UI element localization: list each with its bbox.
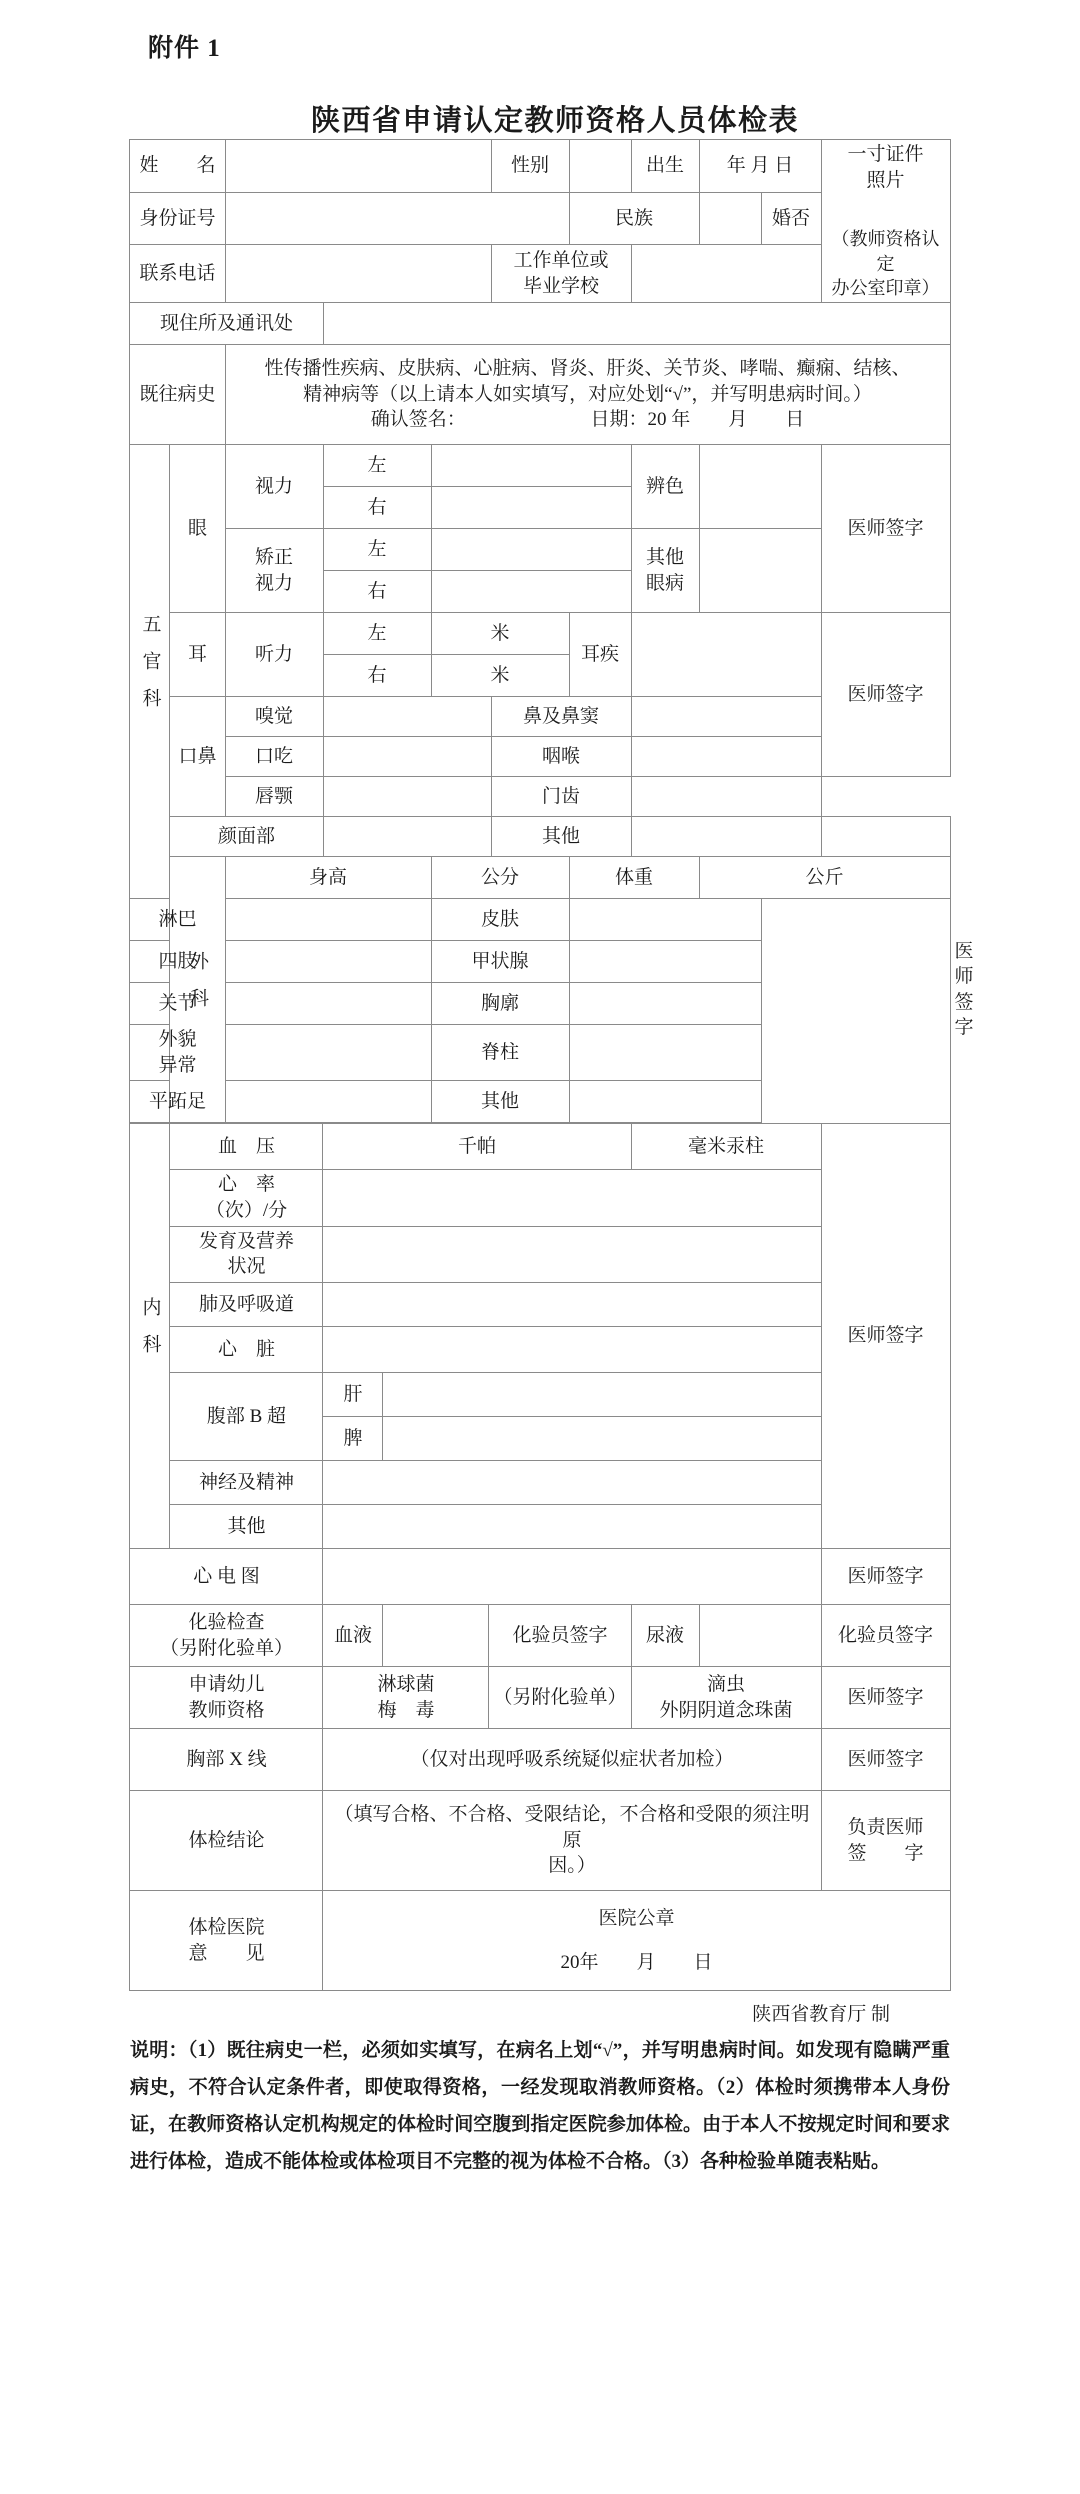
corrected-right-value[interactable] xyxy=(431,571,631,613)
section-label-ent xyxy=(130,445,170,899)
responsible-doctor-line1: 负责医师 xyxy=(847,1816,924,1838)
hospital-label-line2: 意 见 xyxy=(188,1942,265,1964)
section-label-surgery-text: 外科 xyxy=(186,950,208,1025)
hospital-seal-area[interactable] xyxy=(323,1891,950,1991)
hospital-seal-label: 医院公章 xyxy=(598,1907,675,1929)
table-row-hospital-opinion xyxy=(130,1891,950,1991)
table-row-medical-history xyxy=(130,345,950,445)
color-vision-label: 辨色 xyxy=(631,445,699,529)
document-page xyxy=(0,28,1080,2494)
table-row-flatfoot-other xyxy=(130,1081,950,1123)
kindergarten-line1: 申请幼儿 xyxy=(188,1673,265,1695)
table-row-conclusion xyxy=(130,1791,950,1891)
medical-form-table-1 xyxy=(129,139,974,1123)
photo-cell[interactable] xyxy=(821,140,950,303)
vision-right-value[interactable] xyxy=(431,487,631,529)
thyroid-value[interactable] xyxy=(569,941,761,983)
spine-label: 脊柱 xyxy=(431,1025,569,1081)
vision-left-value[interactable] xyxy=(431,445,631,487)
ecg-label: 心 电 图 xyxy=(130,1549,323,1605)
smell-label: 嗅觉 xyxy=(225,697,323,737)
kindergarten-attach-note: （另附化验单） xyxy=(489,1667,631,1729)
lab-label-line2: （另附化验单） xyxy=(159,1637,293,1659)
medical-history-line2: 精神病等（以上请本人如实填写，对应处划“√”，并写明患病时间。） xyxy=(303,383,872,405)
chest-xray-note: （仅对出现呼吸系统疑似症状者加检） xyxy=(323,1729,821,1791)
nose-sinus-value[interactable] xyxy=(631,697,821,737)
heart-value[interactable] xyxy=(323,1327,821,1373)
conclusion-note-line1: （填写合格、不合格、受限结论，不合格和受限的须注明原 xyxy=(334,1804,810,1851)
appearance-line2: 异常 xyxy=(158,1054,197,1076)
table-row-lab xyxy=(130,1605,950,1667)
height-unit[interactable]: 公分 xyxy=(431,857,569,899)
responsible-doctor-line2: 签 字 xyxy=(847,1842,924,1864)
birth-value[interactable]: 年 月 日 xyxy=(699,140,821,193)
syphilis-label: 梅 毒 xyxy=(377,1699,435,1721)
lung-value[interactable] xyxy=(323,1283,821,1327)
appearance-abnormal-label xyxy=(130,1025,225,1081)
ent-doctor-sign-3[interactable] xyxy=(821,817,950,857)
bp-unit-mmhg[interactable]: 毫米汞柱 xyxy=(631,1124,821,1170)
issuing-org: 陕西省教育厅 制 xyxy=(752,2004,890,2026)
trichomonas-line2: 外阴阴道念珠菌 xyxy=(659,1699,793,1721)
table-row-height-weight: 外科 身高 公分 体重 公斤 医师签字 xyxy=(130,857,950,899)
ear-disease-value[interactable] xyxy=(631,613,821,697)
thorax-value[interactable] xyxy=(569,983,761,1025)
joints-value[interactable] xyxy=(225,983,431,1025)
flatfoot-value[interactable] xyxy=(225,1081,431,1123)
corrected-vision-line2: 视力 xyxy=(254,572,293,594)
lip-jaw-label: 唇颚 xyxy=(225,777,323,817)
chest-xray-label: 胸部 X 线 xyxy=(130,1729,323,1791)
lip-jaw-value[interactable] xyxy=(323,777,491,817)
medical-history-date-suffix: 年 月 日 xyxy=(671,409,805,431)
medical-history-label: 既往病史 xyxy=(130,345,225,445)
vision-label: 视力 xyxy=(225,445,323,529)
ecg-doctor-sign[interactable]: 医师签字 xyxy=(821,1549,950,1605)
table-row-lymph-skin xyxy=(130,899,950,941)
nose-sinus-label: 鼻及鼻窦 xyxy=(491,697,631,737)
ear-disease-label: 耳疾 xyxy=(569,613,631,697)
phone-value[interactable] xyxy=(225,245,491,303)
trichomonas-line1: 滴虫 xyxy=(707,1673,746,1695)
nutrition-line1: 发育及营养 xyxy=(198,1230,294,1252)
thyroid-label: 甲状腺 xyxy=(431,941,569,983)
lab-technician-sign-right[interactable]: 化验员签字 xyxy=(821,1605,950,1667)
ethnicity-label: 民族 xyxy=(569,193,699,245)
internal-doctor-sign[interactable]: 医师签字 xyxy=(821,1124,950,1549)
spleen-label: 脾 xyxy=(323,1417,383,1461)
lymph-value[interactable] xyxy=(225,899,431,941)
phone-label: 联系电话 xyxy=(130,245,225,303)
conclusion-note[interactable] xyxy=(323,1791,821,1891)
hearing-label: 听力 xyxy=(225,613,323,697)
stutter-value[interactable] xyxy=(323,737,491,777)
medical-history-line1: 性传播性疾病、皮肤病、心脏病、肾炎、肝炎、关节炎、哮喘、癫痫、结核、 xyxy=(264,358,911,380)
smell-value[interactable] xyxy=(323,697,491,737)
photo-note-line1: （教师资格认定 xyxy=(831,229,940,274)
table-row-lip-jaw xyxy=(130,777,950,817)
heart-label: 心 脏 xyxy=(170,1327,323,1373)
urine-value[interactable] xyxy=(699,1605,821,1667)
height-label: 身高 xyxy=(225,857,431,899)
instructions-text: （1）既往病史一栏，必须如实填写，在病名上划“√”，并写明患病时间。如发现有隐瞒严重病史，不符合认定条件者，即使取得资格，一经发现取消教师资格。（2）体检时须携带本人身份证，在教师资格认定机构规定的体检时间空腹到指定医院参加体检。由于本人不按规定时间和要求进行体检，造成不能体检或体检项目不完整的视为体检不合格。（3）各种检验单随表粘贴。 xyxy=(130,2040,950,2173)
workplace-label-line1: 工作单位或 xyxy=(513,250,609,272)
face-label: 颜面部 xyxy=(170,817,323,857)
workplace-label-line2: 毕业学校 xyxy=(522,275,599,297)
id-label: 身份证号 xyxy=(130,193,225,245)
corrected-left-label: 左 xyxy=(323,529,431,571)
weight-label: 体重 xyxy=(569,857,699,899)
nutrition-line2: 状况 xyxy=(227,1256,266,1278)
liver-label: 肝 xyxy=(323,1373,383,1417)
medical-history-content[interactable] xyxy=(225,345,950,445)
table-row-kindergarten xyxy=(130,1667,950,1729)
trichomonas-label xyxy=(631,1667,821,1729)
neuro-value[interactable] xyxy=(323,1461,821,1505)
table-row-face xyxy=(130,817,950,857)
mouth-nose-label: 口鼻 xyxy=(170,697,225,817)
ecg-value[interactable] xyxy=(323,1549,821,1605)
neuro-label: 神经及精神 xyxy=(170,1461,323,1505)
table-row-hearing-left xyxy=(130,613,950,655)
photo-note-line2: 办公室印章） xyxy=(831,277,940,298)
section-label-internal xyxy=(130,1124,170,1549)
limbs-value[interactable] xyxy=(225,941,431,983)
lab-label xyxy=(130,1605,323,1667)
photo-label-line2: 照片 xyxy=(866,169,905,191)
corrected-left-value[interactable] xyxy=(431,529,631,571)
skin-value[interactable] xyxy=(569,899,761,941)
gender-label: 性别 xyxy=(491,140,569,193)
conclusion-note-line2: 因。） xyxy=(548,1855,596,1877)
nutrition-label xyxy=(170,1226,323,1282)
attachment-label: 附件 1 xyxy=(148,35,221,62)
color-vision-value[interactable] xyxy=(699,445,821,529)
corrected-vision-label xyxy=(225,529,323,613)
heart-rate-line2: （次）/分 xyxy=(205,1200,288,1222)
other-eye-disease-label xyxy=(631,529,699,613)
flatfoot-label: 平跖足 xyxy=(130,1081,225,1123)
responsible-doctor-sign[interactable] xyxy=(821,1791,950,1891)
section-label-ent-text: 五官科 xyxy=(139,614,161,726)
name-value[interactable] xyxy=(225,140,491,193)
id-value[interactable] xyxy=(225,193,569,245)
medical-history-date-label: 日期：20 xyxy=(590,409,667,431)
skin-label: 皮肤 xyxy=(431,899,569,941)
face-value[interactable] xyxy=(323,817,491,857)
ent-doctor-sign-2[interactable]: 医师签字 xyxy=(821,613,950,777)
nutrition-value[interactable] xyxy=(323,1226,821,1282)
ent-doctor-sign-1[interactable]: 医师签字 xyxy=(821,445,950,613)
bp-unit-kpa[interactable]: 千帕 xyxy=(323,1124,631,1170)
internal-other-label: 其他 xyxy=(170,1505,323,1549)
other-eye-line2: 眼病 xyxy=(645,572,684,594)
liver-value[interactable] xyxy=(383,1373,821,1417)
kindergarten-doctor-sign[interactable]: 医师签字 xyxy=(821,1667,950,1729)
appearance-line1: 外貌 xyxy=(158,1029,197,1051)
hearing-right-label: 右 xyxy=(323,655,431,697)
bp-label: 血 压 xyxy=(170,1124,323,1170)
address-label: 现住所及通讯处 xyxy=(130,303,323,345)
ear-label: 耳 xyxy=(170,613,225,697)
heart-rate-label xyxy=(170,1170,323,1226)
photo-label-line1: 一寸证件 xyxy=(847,144,924,165)
other-eye-disease-value[interactable] xyxy=(699,529,821,613)
hearing-right-unit[interactable]: 米 xyxy=(431,655,569,697)
weight-unit[interactable]: 公斤 xyxy=(699,857,950,899)
workplace-value[interactable] xyxy=(631,245,821,303)
internal-other-value[interactable] xyxy=(323,1505,821,1549)
throat-label: 咽喉 xyxy=(491,737,631,777)
birth-label: 出生 xyxy=(631,140,699,193)
table-row-chest-xray xyxy=(130,1729,950,1791)
medical-history-sign-row xyxy=(230,407,946,433)
throat-value[interactable] xyxy=(631,737,821,777)
appearance-value[interactable] xyxy=(225,1025,431,1081)
surgery-other-value[interactable] xyxy=(569,1081,761,1123)
kindergarten-line2: 教师资格 xyxy=(188,1699,265,1721)
hospital-date-prefix: 20 xyxy=(560,1951,580,1973)
urine-label: 尿液 xyxy=(631,1605,699,1667)
workplace-label xyxy=(491,245,631,303)
lymph-label: 淋巴 xyxy=(130,899,225,941)
limbs-label: 四肢 xyxy=(130,941,225,983)
marital-label: 婚否 xyxy=(761,193,821,245)
joints-label: 关节 xyxy=(130,983,225,1025)
confirm-signature-label: 确认签名： xyxy=(370,409,466,431)
table-row-vision-left xyxy=(130,445,950,487)
other-eye-line1: 其他 xyxy=(645,547,684,569)
hospital-date-suffix: 年 月 日 xyxy=(579,1951,713,1973)
instructions-title: 说明： xyxy=(130,2040,188,2062)
page-title: 陕西省申请认定教师资格人员体检表 xyxy=(310,105,799,137)
lab-label-line1: 化验检查 xyxy=(188,1611,265,1633)
gender-value[interactable] xyxy=(569,140,631,193)
medical-form-table-2 xyxy=(129,1123,950,1991)
lung-label: 肺及呼吸道 xyxy=(170,1283,323,1327)
table-row-limbs-thyroid xyxy=(130,941,950,983)
kindergarten-label xyxy=(130,1667,323,1729)
hospital-label-line1: 体检医院 xyxy=(188,1916,265,1938)
address-value[interactable] xyxy=(323,303,950,345)
hospital-date xyxy=(327,1950,945,1976)
gonorrhea-syphilis-label xyxy=(323,1667,489,1729)
instructions-block xyxy=(130,2032,950,2180)
surgery-other-label: 其他 xyxy=(431,1081,569,1123)
vision-right-label: 右 xyxy=(323,487,431,529)
eye-label: 眼 xyxy=(170,445,225,613)
spine-value[interactable] xyxy=(569,1025,761,1081)
chest-xray-doctor-sign[interactable]: 医师签字 xyxy=(821,1729,950,1791)
table-row-blood-pressure xyxy=(130,1124,950,1170)
corrected-vision-line1: 矫正 xyxy=(254,547,293,569)
ent-other-value[interactable] xyxy=(631,817,821,857)
section-label-internal-text: 内科 xyxy=(139,1297,161,1372)
table-row-address xyxy=(130,303,950,345)
spleen-value[interactable] xyxy=(383,1417,821,1461)
hospital-opinion-label xyxy=(130,1891,323,1991)
table-row-ecg xyxy=(130,1549,950,1605)
heart-rate-line1: 心 率 xyxy=(217,1174,275,1196)
gonorrhea-label: 淋球菌 xyxy=(377,1673,435,1695)
conclusion-label: 体检结论 xyxy=(130,1791,323,1891)
blood-value[interactable] xyxy=(383,1605,489,1667)
hearing-left-label: 左 xyxy=(323,613,431,655)
incisor-value[interactable] xyxy=(631,777,821,817)
vision-left-label: 左 xyxy=(323,445,431,487)
hearing-left-unit[interactable]: 米 xyxy=(431,613,569,655)
thorax-label: 胸廓 xyxy=(431,983,569,1025)
heart-rate-value[interactable] xyxy=(323,1170,821,1226)
stutter-label: 口吃 xyxy=(225,737,323,777)
table-row-name xyxy=(130,140,950,193)
abdomen-ultrasound-label: 腹部 B 超 xyxy=(170,1373,323,1461)
ethnicity-value[interactable] xyxy=(699,193,761,245)
table-row-joints-thorax xyxy=(130,983,950,1025)
ent-other-label: 其他 xyxy=(491,817,631,857)
blood-label: 血液 xyxy=(323,1605,383,1667)
lab-technician-sign-label: 化验员签字 xyxy=(489,1605,631,1667)
table-row-appearance-spine xyxy=(130,1025,950,1081)
name-label: 姓 名 xyxy=(130,140,225,193)
incisor-label: 门齿 xyxy=(491,777,631,817)
corrected-right-label: 右 xyxy=(323,571,431,613)
